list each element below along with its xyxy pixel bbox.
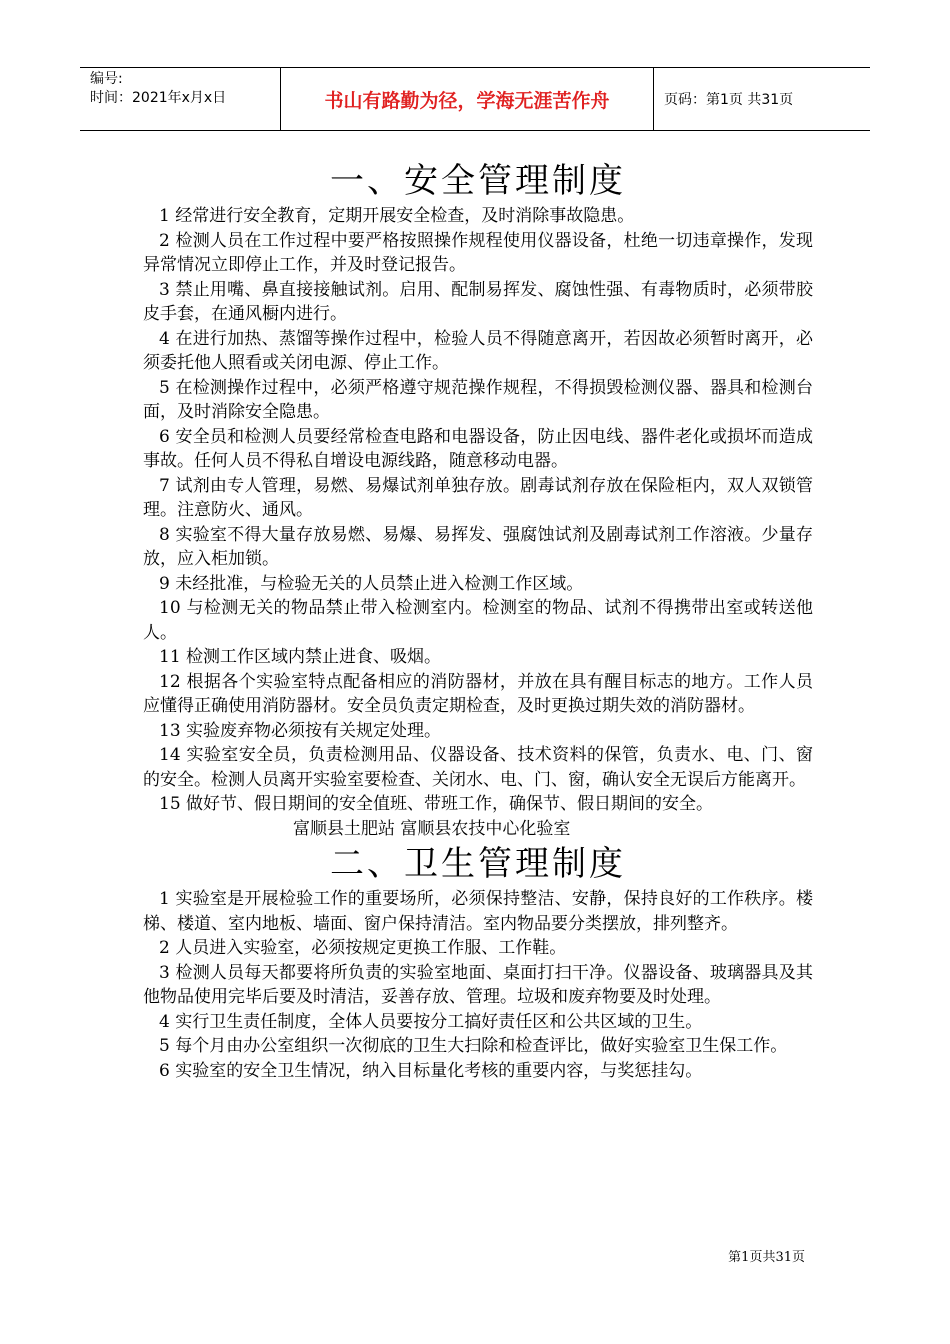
list-item: 6 安全员和检测人员要经常检查电路和电器设备，防止因电线、器件老化或损坏而造成事故。任何人员不得私自增设电源线路，随意移动电器。 [143, 426, 813, 471]
section1-signature: 富顺县土肥站 富顺县农技中心化验室 [293, 818, 571, 839]
header-page-info [654, 68, 870, 130]
list-item: 12 根据各个实验室特点配备相应的消防器材，并放在具有醒目标志的地方。工作人员应懂得正确使用消防器材。安全员负责定期检查，及时更换过期失效的消防器材。 [143, 671, 813, 716]
section1-items [143, 204, 813, 817]
list-item: 10 与检测无关的物品禁止带入检测室内。检测室的物品、试剂不得携带出室或转送他人。 [143, 598, 813, 643]
header-motto [280, 68, 654, 130]
list-item: 8 实验室不得大量存放易燃、易爆、易挥发、强腐蚀试剂及剧毒试剂工作溶液。少量存放，应入柜加锁。 [143, 524, 813, 569]
list-item: 3 检测人员每天都要将所负责的实验室地面、桌面打扫干净。仪器设备、玻璃器具及其他物品使用完毕后要及时清洁，妥善存放、管理。垃圾和废弃物要及时处理。 [143, 962, 813, 1007]
list-item: 1 实验室是开展检验工作的重要场所，必须保持整洁、安静，保持良好的工作秩序。楼梯、楼道、室内地板、墙面、窗户保持清洁。室内物品要分类摆放，排列整齐。 [143, 889, 813, 934]
section1-title: 一、安全管理制度 [330, 161, 626, 201]
header-meta [80, 68, 280, 130]
page-header [80, 67, 870, 131]
list-item: 1 经常进行安全教育，定期开展安全检查，及时消除事故隐患。 [159, 206, 635, 226]
list-item: 5 每个月由办公室组织一次彻底的卫生大扫除和检查评比，做好实验室卫生保工作。 [159, 1036, 788, 1056]
list-item: 7 试剂由专人管理，易燃、易爆试剂单独存放。剧毒试剂存放在保险柜内，双人双锁管理。注意防火、通风。 [143, 475, 813, 520]
number-label: 编号: [90, 71, 123, 87]
document-body [143, 158, 813, 1083]
list-item: 4 实行卫生责任制度，全体人员要按分工搞好责任区和公共区域的卫生。 [159, 1011, 703, 1032]
section2-title: 二、卫生管理制度 [330, 844, 626, 884]
list-item: 14 实验室安全员，负责检测用品、仪器设备、技术资料的保管，负责水、电、门、窗的安全。检测人员离开实验室要检查、关闭水、电、门、窗，确认安全无误后方能离开。 [143, 745, 813, 790]
list-item: 6 实验室的安全卫生情况，纳入目标量化考核的重要内容，与奖惩挂勾。 [159, 1060, 703, 1081]
list-item: 13 实验废弃物必须按有关规定处理。 [159, 720, 442, 741]
list-item: 2 检测人员在工作过程中要严格按照操作规程使用仪器设备，杜绝一切违章操作，发现异常情况立即停止工作，并及时登记报告。 [143, 230, 813, 275]
list-item: 9 未经批准，与检验无关的人员禁止进入检测工作区域。 [159, 573, 584, 594]
list-item: 4 在进行加热、蒸馏等操作过程中，检验人员不得随意离开，若因故必须暂时离开，必须委托他人照看或关闭电源、停止工作。 [143, 328, 813, 373]
list-item: 2 人员进入实验室，必须按规定更换工作服、工作鞋。 [159, 938, 567, 958]
list-item: 5 在检测操作过程中，必须严格遵守规范操作规程，不得损毁检测仪器、器具和检测台面，及时消除安全隐患。 [143, 377, 813, 422]
page-footer [728, 1246, 805, 1265]
footer-page-number: 第1页共31页 [728, 1250, 805, 1265]
date-label: 时间：2021年x月x日 [90, 90, 227, 106]
section2-items [143, 887, 813, 1083]
list-item: 11 检测工作区域内禁止进食、吸烟。 [159, 647, 442, 667]
page-label: 页码：第1页 共31页 [664, 92, 794, 108]
list-item: 3 禁止用嘴、鼻直接接触试剂。启用、配制易挥发、腐蚀性强、有毒物质时，必须带胶皮手套，在通风橱内进行。 [143, 279, 813, 324]
list-item: 15 做好节、假日期间的安全值班、带班工作，确保节、假日期间的安全。 [159, 794, 714, 814]
motto-text: 书山有路勤为径，学海无涯苦作舟 [324, 89, 610, 112]
